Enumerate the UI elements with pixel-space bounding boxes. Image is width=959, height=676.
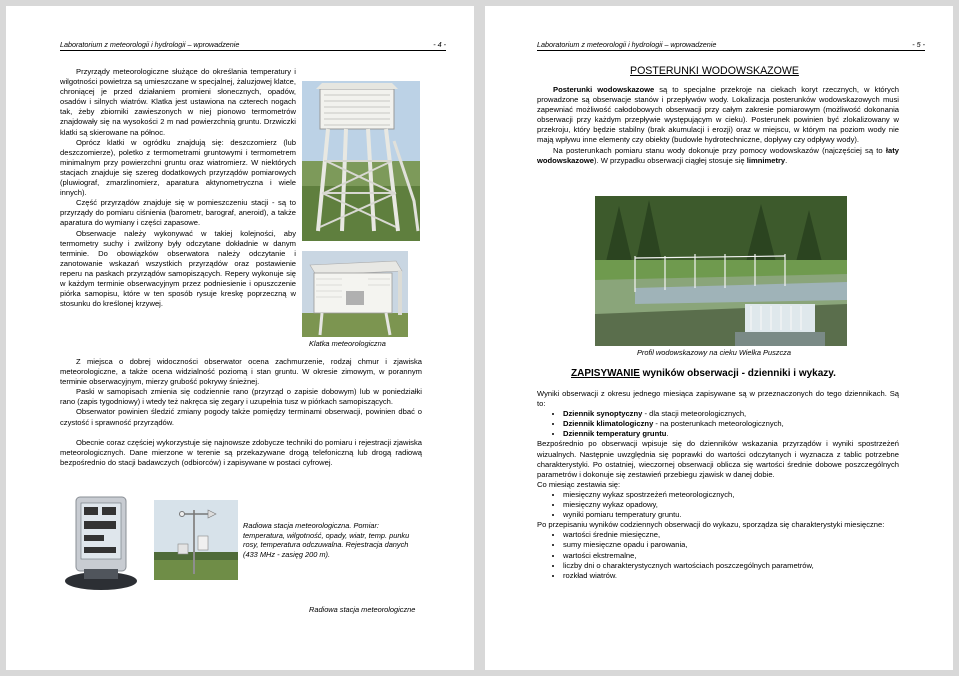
radio-station-mast-photo [154,500,238,580]
paragraph: Paski w samopisach zmienia się codziennie rano (przyrząd o zapisie dobowym) lub w poniedziałki rano (zapis tygodniowy) i wtedy też nakręca się zegary i uzupełnia tusz w piórkach samopiszących. [60,387,422,407]
text-column-top [60,67,296,309]
list-item: • miesięczny wykaz opadowy, [563,500,899,510]
section-title-posterunki: POSTERUNKI WODOWSKAZOWE [630,65,799,77]
page-right [485,6,953,670]
caption-klatka: Klatka meteorologiczna [309,339,386,348]
bold-term: Dziennik synoptyczny [563,409,643,419]
zestawia-list [537,490,899,520]
list-item-text: - na posterunkach meteorologicznych, [653,419,784,429]
page-header [537,40,925,51]
bold-term: limnimetry [746,155,786,165]
header-title: Laboratorium z meteorologii i hydrologii – wprowadzenie [60,40,240,49]
caption-radio-station: Radiowa stacja meteorologiczne [309,605,416,614]
charakterystyki-list [537,530,899,580]
weather-screen-photo-1 [302,81,420,241]
list-item: • liczby dni o charakterystycznych wartościach poszczególnych parametrów, [563,561,899,571]
section-title-zapisywanie [571,368,836,379]
paragraph-text: . [785,155,788,165]
text-column-bottom [60,357,422,468]
list-item-text: . [666,429,669,439]
paragraph: Bezpośrednio po obserwacji wpisuje się do dzienników wskazania przyrządów i wyniki spostrzeżeń wizualnych. Następnie uwzględnia się poprawki do wartości odczytanych i wyznacza z tablic potrzebne charakterystyki. Po ostatniej, wieczornej obserwacji oblicza się wartości średnie dobowe poszczególnych parametrów i dokonuje się zestawień przebiegu zjawisk w danej dobie. [537,439,899,479]
list-item-text: - dla stacji meteorologicznych, [642,409,747,419]
paragraph-text: są to specjalne przekroje na ciekach koryt rzecznych, w których prowadzone są obserwacje stanów i przepływów wody. Lokalizacja posterunków wodowskazowych musi zapewniać możliwość całodobowych obserwacji przy całym zakresie pomiarowym (możliwość dokonania obserwacji przy każdym przepływie występującym w cieku). Posterunek powinien być zlokalizowany w przekroju, który będzie stabilny (brak akumulacji i erozji) oraz w miejscu, w którym na poziom wody nie mają wpływu inne elementy czy obiekty (budowle hydrotechniczne, dopływy czy odpływy wody). [537,85,899,145]
radio-station-device-photo [62,493,140,593]
paragraph: Wyniki obserwacji z okresu jednego miesiąca zapisywane są w przeznaczonych do tego dziennikach. Są to: [537,389,899,409]
page-number: - 5 - [912,40,925,49]
paragraph-text: ). W przypadku obserwacji ciągłej stosuje się [593,155,747,165]
paragraph-text: Na posterunkach pomiaru stanu wody dokonuje przy pomocy wodowskazów (najczęściej są to [553,145,886,155]
list-item: • wyniki pomiaru temperatury gruntu. [563,510,899,520]
list-item: • sumy miesięczne opadu i parowania, [563,540,899,550]
section-title-underlined: ZAPISYWANIE [571,368,640,379]
caption-profil: Profil wodowskazowy na cieku Wielka Puszcza [637,348,791,357]
bold-term: Dziennik klimatologiczny [563,419,654,429]
list-item: • wartości średnie miesięczne, [563,530,899,540]
header-title: Laboratorium z meteorologii i hydrologii – wprowadzenie [537,40,717,49]
paragraph [537,85,899,146]
dzienniki-list [537,409,899,439]
list-item [563,409,899,419]
paragraph: Obecnie coraz częściej wykorzystuje się najnowsze zdobycze techniki do pomiaru i rejestracji zjawiska meteorologicznych. Dane mierzone w terenie są przekazywane drogą telefoniczną lub drogą radiową bezpośrednio do stacji badawczych (odbiorców) i zapisywane w postaci cyfrowej. [60,437,422,467]
weather-screen-photo-2 [302,251,408,337]
page-number: - 4 - [433,40,446,49]
paragraph: Obserwator powinien śledzić zmiany pogody także pomiędzy terminami obserwacji, powinien dbać o czystość i sprawność przyrządów. [60,407,422,427]
page-left [6,6,474,670]
list-item [563,419,899,429]
paragraph: Z miejsca o dobrej widoczności obserwator ocena zachmurzenie, rodzaj chmur i zjawiska meteorologiczne, a także ocena widzialność poziomą i stan gruntu. W okresie zimowym, w porannym terminie obserwacyjnym, mierzy grubość pokrywy śnieżnej. [60,357,422,387]
list-item [563,429,899,439]
list-item: • rozkład wiatrów. [563,571,899,581]
bold-term: Dziennik temperatury gruntu [563,429,667,439]
bold-term: Posterunki wodowskazowe [553,85,655,94]
paragraph [537,146,899,166]
section-title-rest: wyników obserwacji - dzienniki i wykazy. [639,368,836,379]
list-item: • wartości ekstremalne, [563,551,899,561]
paragraph: Obserwacje należy wykonywać w takiej kolejności, aby termometry suchy i zwilżony były odczytane dokładnie w danym terminie. Do obowiązków obserwatora należy odczytanie i zanotowanie wskazań wszystkich przyrządów oraz postawienie reperu na paskach przyrządów samopiszących. Repery wykonuje się w każdym terminie obserwacyjnym przez podniesienie i opuszczenie piórka samopisu, które w ten sposób rysuje kreskę poprzeczną w stosunku do kreślonej krzywej. [60,228,296,309]
page-header [60,40,446,51]
caption-radio-station-long: Radiowa stacja meteorologiczna. Pomiar: temperatura, wilgotność, opady, wiatr, temp. punku rosy, temperatura odczuwalna. Rejestracja danych (433 MHz - zasięg 200 m). [243,521,410,559]
list-item: • miesięczny wykaz spostrzeżeń meteorologicznych, [563,490,899,500]
posterunki-text [537,85,899,166]
paragraph: Co miesiąc zestawia się: [537,479,621,489]
paragraph: Po przepisaniu wyników codziennych obserwacji do wykazu, sporządza się charakterystyki miesięczne: [537,520,885,530]
river-gauge-photo [595,196,847,346]
paragraph: Przyrządy meteorologiczne służące do określania temperatury i wilgotności powietrza są umieszczane w specjalnej, żaluzjowej klatce, chroniącej je przed działaniem promieni słonecznych, opadów, osadów i silnych wiatrów. Klatka jest ustawiona na czterech nogach tak, żeby zbiorniki zawieszonych w niej pionowo termometrów znajdowały się na wysokości 2 m nad powierzchnią gruntu. Drzwiczki klatki są skierowane na północ. [60,67,296,137]
paragraph: Oprócz klatki w ogródku znajdują się: deszczomierz (lub deszczomierze), poletko z termometrami gruntowymi i termometrem minimalnym przy powierzchni gruntu oraz wiatromierz. W niektórych stacjach znajduje się szereg dodatkowych przyrządów pomiarowych (pluwiograf, zmarzlinomierz, aparatura aktynometryczna i wiele innych). [60,137,296,198]
paragraph: Część przyrządów znajduje się w pomieszczeniu stacji - są to przyrządy do pomiaru ciśnienia (barometr, barograf, aneroid), a także aparatura do wymiany i części zapasowe. [60,198,296,228]
bold-term: łaty wodowskazowe [537,145,899,165]
zapisywanie-text [537,389,899,581]
